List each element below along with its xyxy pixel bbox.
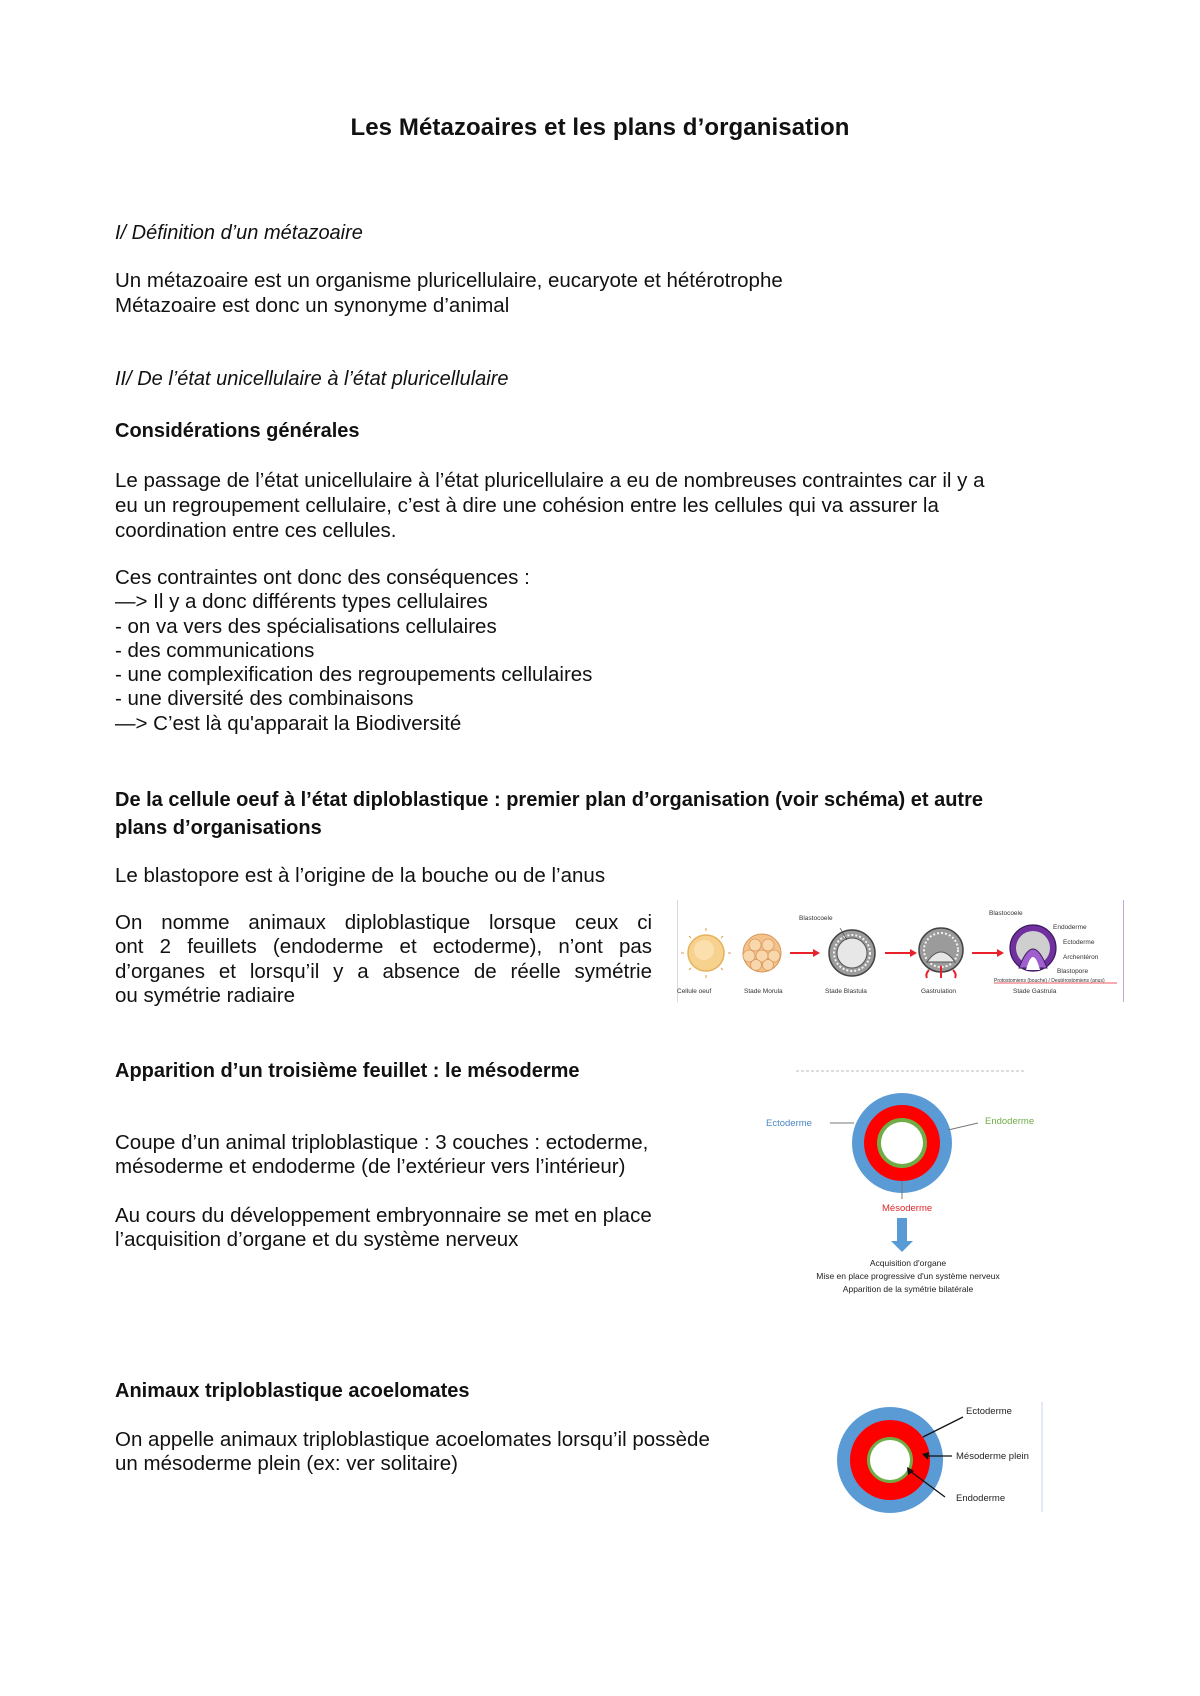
page-title: Les Métazoaires et les plans d’organisation — [350, 114, 850, 141]
blastopore-text: Le blastopore est à l’origine de la bouche ou de l’anus — [115, 864, 606, 887]
consequences-list — [115, 566, 592, 736]
text-line: On nomme animaux diploblastique lorsque ceux ci — [115, 911, 652, 934]
section2-heading: II/ De l’état unicellulaire à l’état pluricellulaire — [115, 368, 509, 390]
section2-subheading: Considérations générales — [115, 420, 360, 442]
section1-text — [115, 268, 783, 318]
gastrula-icon — [1010, 925, 1056, 971]
endoderme-label: Endoderme — [985, 1116, 1035, 1127]
text-line: ont 2 feuillets (endoderme et ectoderme), n’ont pas — [115, 935, 652, 959]
section5-heading: Animaux triploblastique acoelomates — [115, 1380, 470, 1402]
ectoderme-label: Ectoderme — [766, 1118, 812, 1129]
blastopore-label: Blastopore — [1057, 968, 1089, 975]
caption-line: Acquisition d'organe — [869, 1258, 947, 1268]
heading-line: De la cellule oeuf à l’état diploblastique : premier plan d’organisation (voir schéma) et autre — [115, 789, 983, 811]
endoderme-label: Endoderme — [1053, 924, 1087, 931]
text-line: Au cours du développement embryonnaire se met en place — [115, 1204, 652, 1227]
acoelomate-paragraph — [115, 1428, 710, 1477]
text-line: Coupe d’un animal triploblastique : 3 couches : ectoderme, — [115, 1131, 649, 1154]
text-line: Un métazoaire est un organisme pluricellulaire, eucaryote et hétérotrophe — [115, 269, 783, 292]
arrowhead-icon — [997, 949, 1004, 957]
text-line: ou symétrie radiaire — [115, 983, 296, 1007]
blastocoele-label: Blastocoele — [799, 915, 833, 922]
proto-deutero-label: Protostomiens (bouche) / Deutérostomiens (anus) — [994, 978, 1105, 984]
section4-heading: Apparition d’un troisième feuillet : le mésoderme — [115, 1060, 580, 1082]
endoderme-label: Endoderme — [956, 1493, 1006, 1504]
list-item: - une complexification des regroupements cellulaires — [115, 663, 593, 687]
text-line: mésoderme et endoderme (de l’extérieur vers l’intérieur) — [115, 1155, 626, 1179]
gastrulation-icon — [919, 928, 963, 978]
list-intro: Ces contraintes ont donc des conséquences : — [115, 566, 530, 589]
list-item: —> C’est là qu'apparait la Biodiversité — [115, 711, 462, 735]
list-item: - des communications — [115, 638, 315, 662]
text-line: coordination entre ces cellules. — [115, 519, 397, 542]
section2-paragraph — [115, 468, 984, 543]
text-line: On appelle animaux triploblastique acoelomates lorsqu’il possède — [115, 1428, 710, 1451]
acoelomate-figure — [830, 1400, 1050, 1515]
stage-label: Stade Morula — [744, 988, 783, 995]
arrowhead-icon — [813, 949, 820, 957]
morula-icon — [743, 934, 781, 972]
egg-cell-icon — [681, 928, 731, 978]
ectoderme-label: Ectoderme — [1063, 939, 1095, 946]
arrowhead-icon — [910, 949, 917, 957]
list-item: - une diversité des combinaisons — [115, 687, 414, 711]
mesoderme-plein-label: Mésoderme plein — [956, 1451, 1029, 1462]
text-line: d’organes et lorsqu’il y a absence de réelle symétrie — [115, 959, 652, 983]
stage-label: Stade Gastrula — [1013, 988, 1057, 995]
caption-line: Apparition de la symétrie bilatérale — [842, 1284, 974, 1294]
diploblastic-paragraph — [115, 911, 652, 1008]
archenteron-label: Archentéron — [1063, 954, 1099, 961]
ectoderme-label: Ectoderme — [966, 1406, 1012, 1417]
embryo-development-figure — [677, 900, 1124, 1002]
text-line: un mésoderme plein (ex: ver solitaire) — [115, 1452, 458, 1476]
section1-heading: I/ Définition d’un métazoaire — [115, 222, 363, 244]
text-line: eu un regroupement cellulaire, c’est à dire une cohésion entre les cellules qui va assurer la — [115, 494, 939, 517]
stage-label: Gastrulation — [921, 988, 957, 995]
blastocoele-label: Blastocoele — [989, 910, 1023, 917]
blastula-icon — [829, 928, 875, 976]
caption-line: Mise en place progressive d'un système nerveux — [816, 1271, 1000, 1281]
text-line: Le passage de l’état unicellulaire à l’état pluricellulaire a eu de nombreuses contraintes car il y a — [115, 469, 985, 492]
triploblastic-paragraph — [115, 1131, 648, 1180]
list-item: - on va vers des spécialisations cellulaires — [115, 614, 497, 638]
text-line: l’acquisition d’organe et du système nerveux — [115, 1228, 519, 1252]
development-paragraph — [115, 1204, 652, 1253]
triploblastic-figure — [750, 1068, 1070, 1304]
heading-line: plans d’organisations — [115, 817, 322, 839]
down-arrow-icon — [891, 1218, 913, 1252]
mesoderme-label: Mésoderme — [882, 1203, 933, 1214]
stage-label: Stade Blastula — [825, 988, 867, 995]
section3-heading — [115, 786, 983, 842]
stage-label: Cellule oeuf — [677, 988, 712, 995]
text-line: Métazoaire est donc un synonyme d’animal — [115, 294, 510, 317]
list-item: —> Il y a donc différents types cellulaires — [115, 590, 488, 614]
